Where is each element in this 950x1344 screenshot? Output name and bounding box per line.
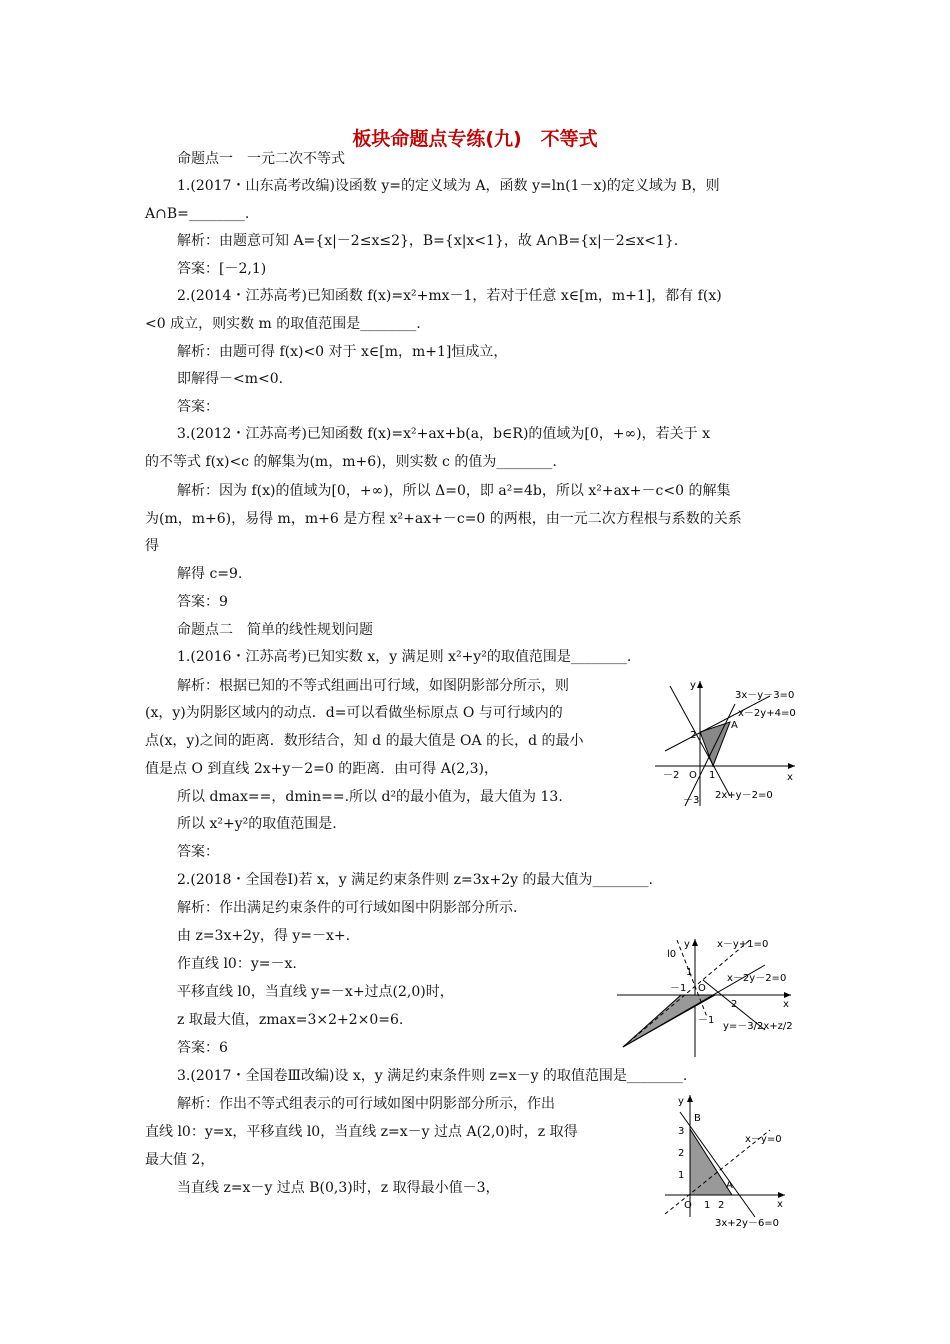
fig2-line-label-1: x－y+1=0 (717, 939, 769, 950)
fig3-origin: O (684, 1200, 692, 1211)
problem-1-3-solution-cont: 为(m，m+6)，易得 m，m+6 是方程 x²+ax+－c=0 的两根，由一元二次方程根与系数的关系 (145, 511, 742, 527)
fig3-tick-x2: 2 (718, 1200, 725, 1211)
problem-1-3-text-cont: 的不等式 f(x)<c 的解集为(m，m+6)，则实数 c 的值为________. (145, 454, 557, 470)
fig3-tick-y3: 3 (678, 1126, 685, 1137)
fig3-tick-y1: 1 (678, 1170, 685, 1181)
problem-1-3-answer: 答案：9 (177, 594, 228, 610)
fig2-tick-1: 1 (686, 967, 693, 978)
problem-2-3-solution-cont: 直线 l0：y=x，平移直线 l0，当直线 z=x－y 过点 A(2,0)时，z 取得 (145, 1124, 578, 1140)
fig1-line-label-2: x－2y+4=0 (738, 708, 796, 719)
fig2-origin: O (698, 983, 706, 994)
figure-2-feasible-region (615, 935, 795, 1060)
problem-2-1-solution: 解析：根据已知的不等式组画出可行域，如图阴影部分所示，则 (177, 678, 569, 694)
fig3-axis-y: y (678, 1096, 684, 1107)
problem-1-3-solution-cont2: 得 (145, 538, 159, 554)
problem-2-3-solution-cont3: 当直线 z=x－y 过点 B(0,3)时，z 取得最小值－3， (177, 1180, 500, 1196)
fig2-line-label-3: y=－3/2x+z/2 (723, 1021, 793, 1032)
fig1-tick-neg2: －2 (663, 770, 680, 781)
problem-1-1-solution: 解析：由题意可知 A={x|－2≤x≤2}，B={x|x<1}，故 A∩B={x|－2≤x<1}. (177, 233, 679, 249)
fig3-point-a: A (726, 1180, 733, 1191)
fig2-line-label-2: x－2y－2=0 (727, 973, 787, 984)
problem-1-3-solution-result: 解得 c=9. (177, 566, 243, 582)
problem-2-3-solution: 解析：作出不等式组表示的可行域如图中阴影部分所示，作出 (177, 1096, 555, 1112)
problem-1-2-answer: 答案： (177, 399, 219, 415)
fig2-tick-neg1-y: －1 (698, 1015, 715, 1026)
fig3-point-b: B (694, 1113, 701, 1124)
problem-2-3-solution-cont2: 最大值 2， (145, 1152, 215, 1168)
problem-2-2-answer: 答案：6 (177, 1040, 228, 1056)
problem-2-3-text: 3.(2017・全国卷Ⅲ改编)设 x，y 满足约束条件则 z=x－y 的取值范围是________. (177, 1068, 688, 1084)
problem-2-1-solution-cont5: 所以 x²+y²的取值范围是. (177, 816, 337, 832)
fig1-origin: O (689, 770, 697, 781)
problem-2-2-text: 2.(2018・全国卷Ⅰ)若 x，y 满足约束条件则 z=3x+2y 的最大值为________. (177, 872, 653, 888)
problem-1-1-answer: 答案：[－2,1) (177, 261, 267, 277)
problem-1-3-solution: 解析：因为 f(x)的值域为[0，+∞)，所以 Δ=0，即 a²=4b，所以 x²+ax+－c<0 的解集 (177, 483, 731, 499)
fig3-axis-x: x (777, 1199, 783, 1210)
fig3-line-label-1: x－y=0 (745, 1134, 782, 1145)
problem-2-2-solution: 解析：作出满足约束条件的可行域如图中阴影部分所示. (177, 900, 518, 916)
problem-2-1-solution-cont2: 点(x，y)之间的距离．数形结合，知 d 的最大值是 OA 的长，d 的最小 (145, 733, 584, 749)
fig1-line-label-1: 3x－y－3=0 (735, 690, 795, 701)
problem-1-2-text-cont: <0 成立，则实数 m 的取值范围是________. (145, 316, 421, 332)
section-heading-2: 命题点二 简单的线性规划问题 (177, 622, 373, 638)
problem-1-1-text: 1.(2017・山东高考改编)设函数 y=的定义域为 A，函数 y=ln(1－x)的定义域为 B，则 (177, 178, 720, 194)
problem-2-1-text: 1.(2016・江苏高考)已知实数 x，y 满足则 x²+y²的取值范围是________. (177, 649, 632, 665)
problem-2-1-answer: 答案： (177, 844, 219, 860)
fig1-line-label-3: 2x+y－2=0 (715, 790, 773, 801)
fig3-tick-x1: 1 (704, 1200, 711, 1211)
section-heading-1: 命题点一 一元二次不等式 (177, 151, 345, 167)
figure-3-feasible-region (660, 1092, 790, 1232)
fig2-tick-neg1-x: －1 (670, 983, 687, 994)
fig2-tick-2: 2 (731, 999, 738, 1010)
problem-1-1-text-cont: A∩B=________. (145, 206, 250, 222)
fig3-tick-y2: 2 (678, 1148, 685, 1159)
fig1-point-a: A (731, 720, 738, 731)
problem-2-2-solution-cont3: 平移直线 l0，当直线 y=－x+过点(2,0)时， (177, 984, 454, 1000)
problem-1-2-solution: 解析：由题可得 f(x)<0 对于 x∈[m，m+1]恒成立， (177, 344, 508, 360)
problem-2-1-solution-cont4: 所以 dmax==，dmin==.所以 d²的最小值为，最大值为 13. (177, 789, 563, 805)
problem-1-2-text: 2.(2014・江苏高考)已知函数 f(x)=x²+mx－1，若对于任意 x∈[m，m+1]，都有 f(x) (177, 288, 722, 304)
problem-2-1-solution-cont: (x，y)为阴影区域内的动点．d=可以看做坐标原点 O 与可行域内的 (145, 705, 563, 721)
fig2-axis-y: y (684, 939, 690, 950)
fig1-axis-x: x (787, 772, 793, 783)
problem-2-2-solution-cont2: 作直线 l0：y=－x. (177, 956, 297, 972)
problem-1-2-solution-cont: 即解得－<m<0. (177, 371, 284, 387)
figure-1-feasible-region (655, 676, 805, 811)
problem-1-3-text: 3.(2012・江苏高考)已知函数 f(x)=x²+ax+b(a，b∈R)的值域为[0，+∞)，若关于 x (177, 426, 710, 442)
problem-2-2-solution-cont: 由 z=3x+2y，得 y=－x+. (177, 928, 351, 944)
problem-2-2-solution-cont4: z 取最大值，zmax=3×2+2×0=6. (177, 1012, 404, 1028)
fig1-tick-1: 1 (709, 770, 716, 781)
fig1-tick-neg3: －3 (683, 795, 700, 806)
fig2-l0: l0 (667, 949, 677, 960)
page-title: 板块命题点专练(九) 不等式 (352, 128, 598, 150)
fig3-line-label-2: 3x+2y－6=0 (715, 1218, 780, 1229)
fig1-tick-2: 2 (690, 730, 697, 741)
fig1-axis-y: y (690, 680, 696, 691)
problem-2-1-solution-cont3: 值是点 O 到直线 2x+y－2=0 的距离．由可得 A(2,3)， (145, 761, 499, 777)
fig2-axis-x: x (783, 999, 789, 1010)
